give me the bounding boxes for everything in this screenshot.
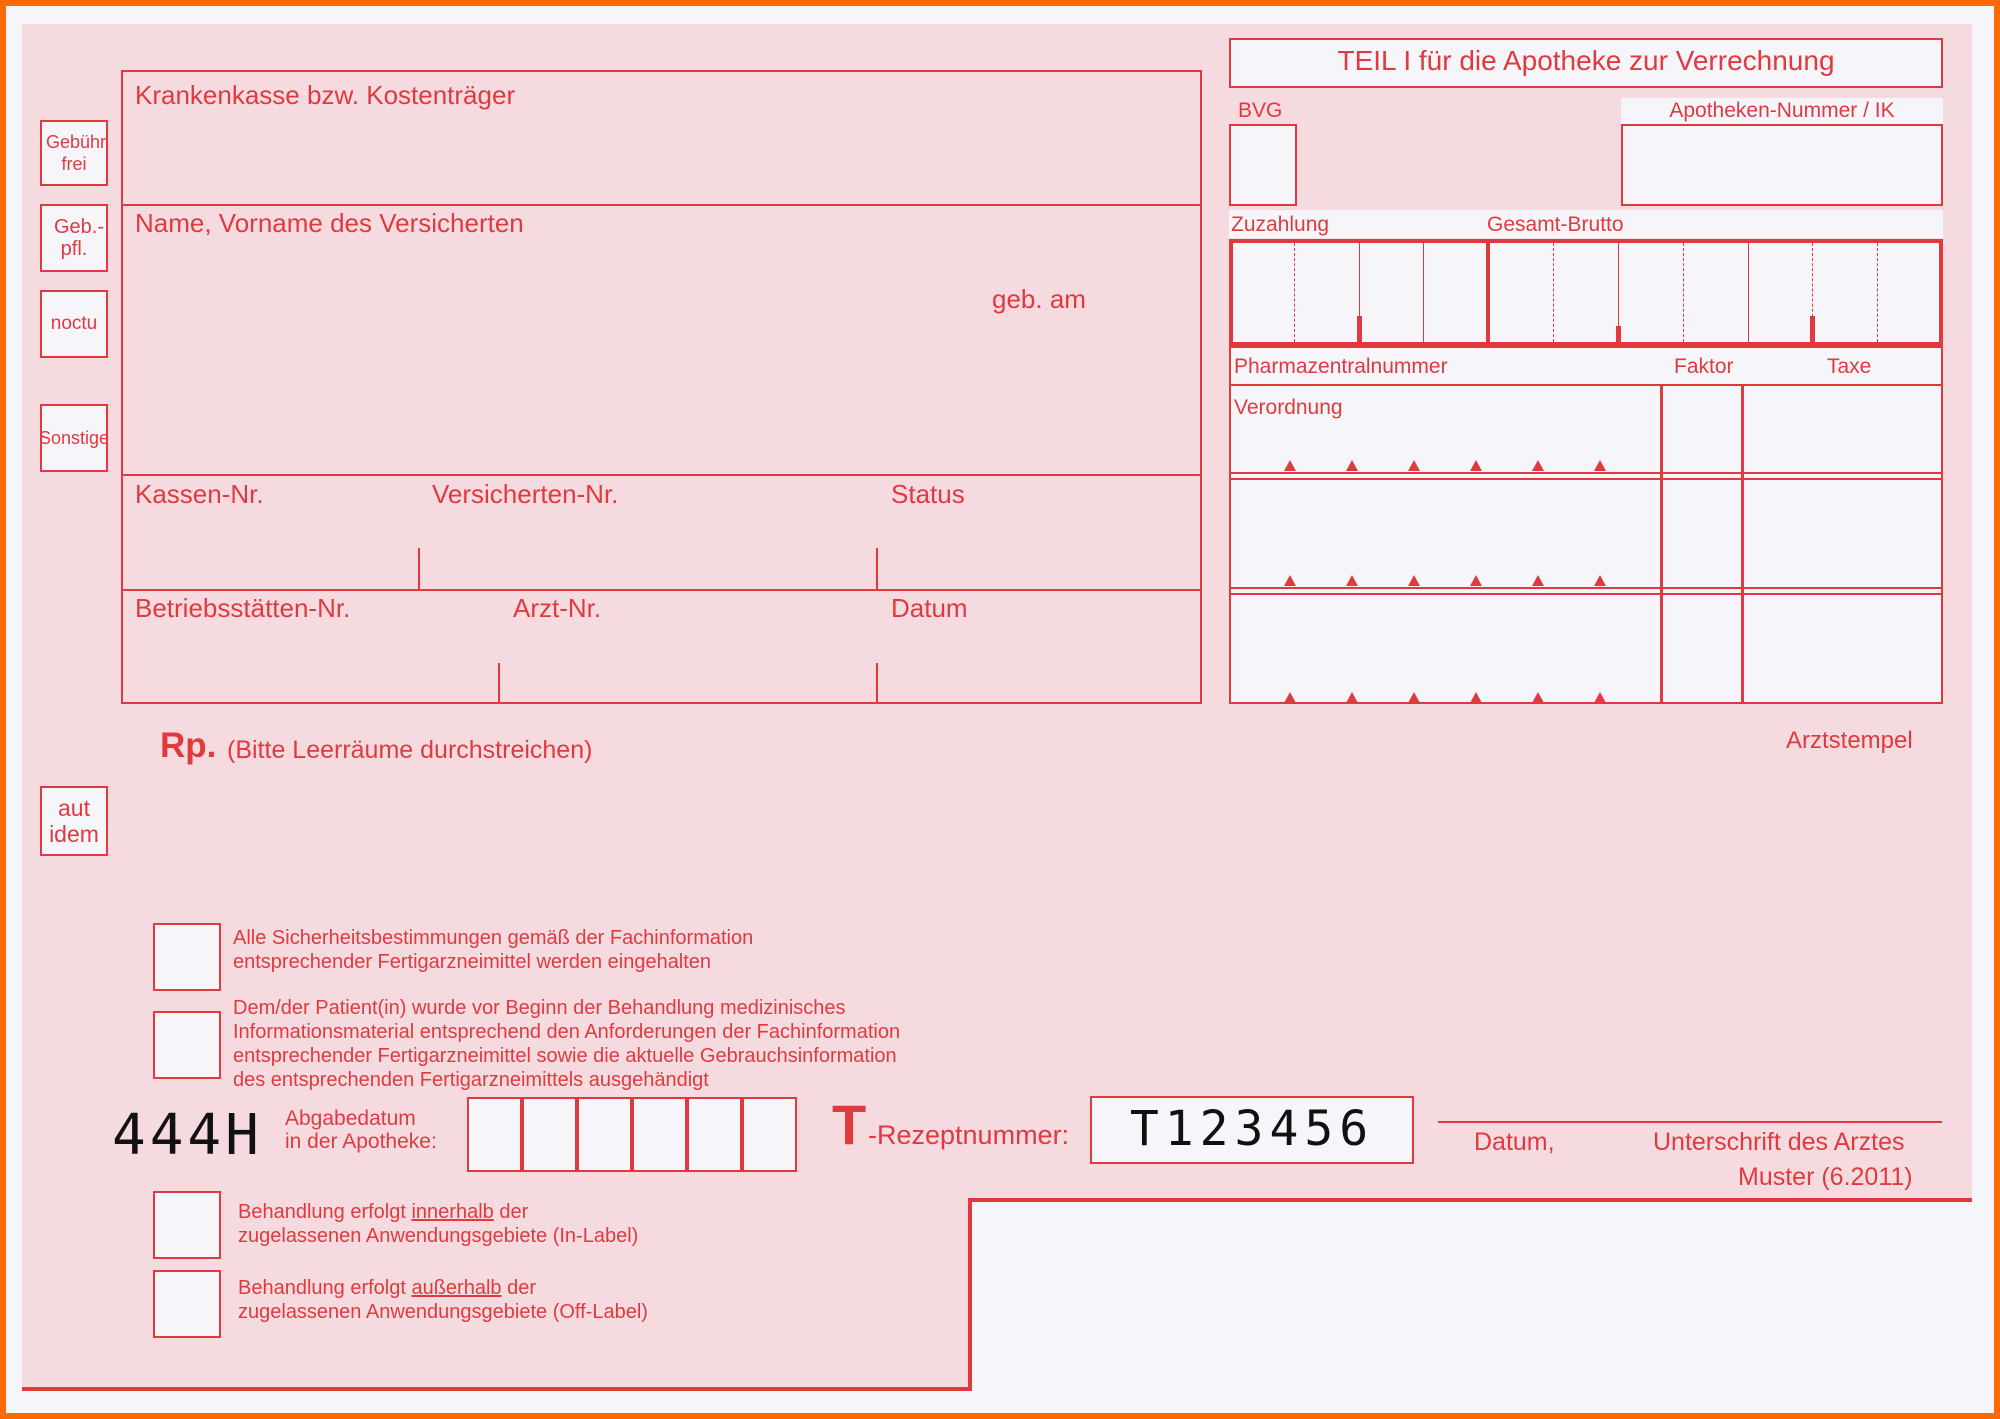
verordnung-row-sep-2a	[1229, 587, 1943, 589]
patient-divider-2	[121, 474, 1202, 476]
tick-kassen	[418, 548, 420, 590]
amount-fields	[1229, 239, 1943, 346]
zuzahlung-label: Zuzahlung	[1231, 213, 1330, 236]
zuzahlung-decimal-mark	[1357, 316, 1362, 342]
info-text-line: des entsprechenden Fertigarzneimittels ausgehändigt	[233, 1069, 709, 1091]
zuzahlung-digit-sep-1	[1294, 243, 1295, 342]
patient-divider-1	[121, 204, 1202, 206]
off-label-pre: Behandlung erfolgt	[238, 1277, 412, 1299]
noctu-label: noctu	[50, 313, 98, 334]
safety-checkbox[interactable]	[153, 923, 221, 991]
pzn-marker	[1408, 460, 1420, 471]
in-label-line-2: zugelassenen Anwendungsgebiete (In-Label)	[238, 1225, 639, 1247]
pzn-marker	[1408, 692, 1420, 703]
brutto-decimal-mark	[1810, 316, 1815, 342]
pzn-marker	[1470, 692, 1482, 703]
rp-symbol: Rp.	[160, 726, 217, 765]
pzn-marker	[1594, 575, 1606, 586]
pzn-marker	[1284, 692, 1296, 703]
in-label-checkbox[interactable]	[153, 1191, 221, 1259]
off-label-post: der	[501, 1277, 536, 1299]
versicherten-nr-label: Versicherten-Nr.	[432, 479, 619, 509]
gesamt-brutto-label: Gesamt-Brutto	[1487, 213, 1624, 236]
abgabedatum-line: Abgabedatum	[285, 1107, 416, 1130]
tear-line-top	[968, 1198, 1972, 1202]
kassen-nr-label: Kassen-Nr.	[135, 479, 264, 509]
geb-pfl-box[interactable]	[40, 204, 108, 272]
pzn-marker	[1284, 460, 1296, 471]
verordnung-col-taxe	[1741, 384, 1744, 704]
faktor-label: Faktor	[1674, 355, 1734, 378]
info-text-line: Informationsmaterial entsprechend den Anforderungen der Fachinformation	[233, 1021, 901, 1043]
pzn-marker	[1532, 460, 1544, 471]
info-text-line: entsprechender Fertigarzneimittel sowie die aktuelle Gebrauchsinformation	[233, 1045, 897, 1067]
noctu-box[interactable]	[40, 290, 108, 358]
pzn-marker	[1470, 575, 1482, 586]
off-label-checkbox[interactable]	[153, 1270, 221, 1338]
rezeptnummer-value: T123456	[1129, 1101, 1375, 1157]
krankenkasse-label: Krankenkasse bzw. Kostenträger	[135, 80, 516, 110]
datum-label: Datum	[891, 593, 968, 623]
off-label-line-2: zugelassenen Anwendungsgebiete (Off-Label)	[238, 1301, 648, 1323]
verordnung-col-faktor	[1660, 384, 1663, 704]
geb-pfl-label: Geb.- pfl.	[54, 216, 105, 260]
off-label-line-1	[238, 1276, 648, 1300]
t-letter: T	[832, 1093, 867, 1156]
abgabedatum-digit[interactable]	[687, 1097, 742, 1172]
aut-idem-label: aut idem	[49, 795, 99, 847]
abgabedatum-digit[interactable]	[577, 1097, 632, 1172]
brutto-digit-sep-6	[1877, 243, 1878, 342]
apotheken-nummer-label: Apotheken-Nummer / IK	[1669, 99, 1895, 122]
verordnung-row-sep-1a	[1229, 472, 1943, 474]
pzn-label: Pharmazentralnummer	[1234, 355, 1448, 378]
info-material-checkbox[interactable]	[153, 1011, 221, 1079]
brutto-thousands-mark	[1616, 326, 1621, 342]
arzt-nr-label: Arzt-Nr.	[513, 593, 602, 623]
abgabedatum-digit[interactable]	[632, 1097, 687, 1172]
tick-arzt	[876, 663, 878, 704]
pzn-marker	[1408, 575, 1420, 586]
in-label-line-1	[238, 1200, 638, 1224]
safety-text	[233, 926, 753, 974]
geb-am-label: geb. am	[992, 284, 1086, 314]
gebuehr-frei-box[interactable]	[40, 120, 108, 186]
verordnung-row-sep-2b	[1229, 593, 1943, 595]
pzn-marker	[1284, 575, 1296, 586]
bvg-label: BVG	[1238, 99, 1283, 122]
verordnung-block	[1229, 384, 1943, 704]
in-label-word: innerhalb	[411, 1201, 494, 1223]
signature-line	[1438, 1121, 1942, 1123]
name-label: Name, Vorname des Versicherten	[135, 208, 524, 238]
safety-text-line: entsprechender Fertigarzneimittel werden eingehalten	[233, 951, 712, 973]
abgabedatum-line: in der Apotheke:	[285, 1130, 437, 1153]
apotheken-nummer-field[interactable]	[1621, 124, 1943, 206]
form-code: 444H	[112, 1103, 263, 1168]
sonstige-label: Sonstige	[38, 428, 110, 448]
pzn-marker	[1346, 692, 1358, 703]
tick-versicherten	[876, 548, 878, 590]
pzn-marker	[1594, 692, 1606, 703]
muster-label: Muster (6.2011)	[1738, 1163, 1913, 1191]
info-material-text	[233, 996, 900, 1092]
info-text-line: Dem/der Patient(in) wurde vor Beginn der Behandlung medizinisches	[233, 997, 846, 1019]
pzn-marker	[1532, 575, 1544, 586]
in-label-pre: Behandlung erfolgt	[238, 1201, 412, 1223]
gebuehr-frei-label: Gebühr frei	[46, 132, 107, 174]
abgabedatum-label	[285, 1107, 437, 1153]
arztstempel-label: Arztstempel	[1786, 727, 1913, 754]
tear-line-bottom	[22, 1387, 972, 1391]
status-label: Status	[891, 479, 965, 509]
in-label-text	[238, 1200, 638, 1248]
sonstige-box[interactable]	[40, 404, 108, 472]
rezeptnummer-label: -Rezeptnummer:	[868, 1120, 1070, 1150]
brutto-digit-sep-3	[1683, 243, 1684, 342]
pzn-marker	[1470, 460, 1482, 471]
pzn-marker	[1594, 460, 1606, 471]
rp-hint: (Bitte Leerräume durchstreichen)	[227, 736, 593, 764]
in-label-post: der	[493, 1201, 529, 1223]
brutto-digit-sep-4	[1748, 243, 1749, 342]
verordnung-row-sep-1b	[1229, 478, 1943, 480]
pzn-marker	[1532, 692, 1544, 703]
tick-betrieb	[498, 663, 500, 704]
pzn-marker	[1346, 575, 1358, 586]
off-label-word: außerhalb	[411, 1277, 502, 1299]
verordnung-label: Verordnung	[1234, 396, 1343, 419]
aut-idem-box[interactable]	[40, 786, 108, 856]
unterschrift-label: Unterschrift des Arztes	[1653, 1128, 1905, 1156]
zuzahlung-digit-sep-3	[1423, 243, 1424, 342]
abgabedatum-digit[interactable]	[522, 1097, 577, 1172]
safety-text-line: Alle Sicherheitsbestimmungen gemäß der Fachinformation	[233, 927, 754, 949]
off-label-text	[238, 1276, 648, 1324]
amount-separator	[1486, 239, 1490, 346]
bvg-field[interactable]	[1229, 124, 1297, 206]
betriebsstaetten-label: Betriebsstätten-Nr.	[135, 593, 351, 623]
pharmacy-title: TEIL I für die Apotheke zur Verrechnung	[1337, 45, 1835, 76]
brutto-digit-sep-1	[1553, 243, 1554, 342]
datum-signature-label: Datum,	[1474, 1128, 1555, 1156]
tear-line-vertical	[968, 1198, 972, 1391]
abgabedatum-digit[interactable]	[742, 1097, 797, 1172]
abgabedatum-digit[interactable]	[467, 1097, 522, 1172]
taxe-label: Taxe	[1827, 355, 1872, 378]
pzn-marker	[1346, 460, 1358, 471]
patient-divider-3	[121, 589, 1202, 591]
